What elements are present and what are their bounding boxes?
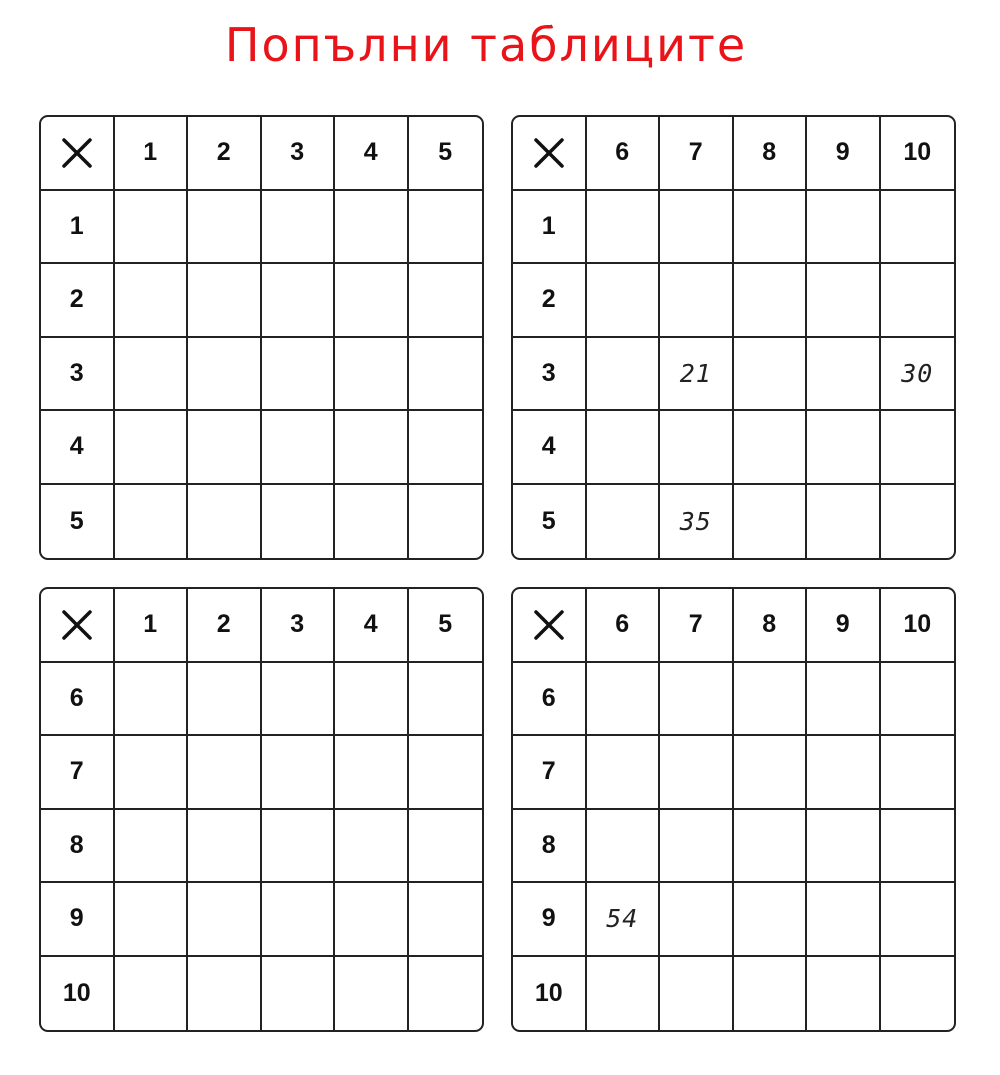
answer-cell[interactable]: 21 (660, 338, 734, 412)
answer-cell[interactable] (660, 411, 734, 485)
column-header: 9 (807, 589, 881, 663)
answer-cell[interactable] (409, 338, 483, 412)
answer-cell[interactable] (115, 810, 189, 884)
answer-cell[interactable] (188, 264, 262, 338)
answer-cell[interactable] (335, 338, 409, 412)
row-header: 3 (41, 338, 115, 412)
answer-cell[interactable] (734, 736, 808, 810)
answer-cell[interactable] (188, 957, 262, 1031)
answer-cell[interactable] (262, 883, 336, 957)
row-header: 7 (41, 736, 115, 810)
answer-cell[interactable] (807, 736, 881, 810)
answer-cell[interactable] (409, 191, 483, 265)
answer-cell[interactable] (881, 736, 955, 810)
column-header: 8 (734, 589, 808, 663)
answer-cell[interactable] (807, 810, 881, 884)
answer-cell[interactable] (587, 957, 661, 1031)
column-header: 4 (335, 117, 409, 191)
answer-cell[interactable] (188, 338, 262, 412)
answer-cell[interactable] (409, 264, 483, 338)
answer-cell[interactable] (881, 663, 955, 737)
answer-cell[interactable] (262, 264, 336, 338)
column-header: 2 (188, 589, 262, 663)
answer-cell[interactable] (807, 957, 881, 1031)
answer-cell[interactable] (335, 883, 409, 957)
column-header: 7 (660, 589, 734, 663)
answer-cell[interactable] (262, 411, 336, 485)
answer-cell[interactable] (734, 191, 808, 265)
answer-cell[interactable] (115, 883, 189, 957)
answer-cell[interactable] (115, 191, 189, 265)
multiplication-table-top-right (511, 115, 956, 560)
answer-cell[interactable] (660, 663, 734, 737)
row-header: 9 (513, 883, 587, 957)
page-title: Попълни таблиците (224, 18, 748, 72)
answer-cell[interactable] (587, 485, 661, 559)
corner-cell (513, 589, 587, 663)
answer-cell[interactable]: 54 (587, 883, 661, 957)
answer-cell[interactable] (409, 736, 483, 810)
answer-cell[interactable] (115, 338, 189, 412)
column-header: 5 (409, 117, 483, 191)
answer-cell[interactable] (734, 810, 808, 884)
answer-cell[interactable] (188, 411, 262, 485)
answer-cell[interactable] (734, 411, 808, 485)
row-header: 1 (41, 191, 115, 265)
answer-cell[interactable] (881, 411, 955, 485)
row-header: 6 (41, 663, 115, 737)
row-header: 9 (41, 883, 115, 957)
multiplication-x-icon (60, 136, 94, 170)
answer-cell[interactable]: 35 (660, 485, 734, 559)
answer-cell[interactable] (660, 736, 734, 810)
answer-cell[interactable] (335, 663, 409, 737)
answer-cell[interactable] (115, 957, 189, 1031)
answer-cell[interactable] (335, 411, 409, 485)
answer-cell[interactable] (262, 338, 336, 412)
row-header: 2 (41, 264, 115, 338)
answer-cell[interactable] (262, 810, 336, 884)
column-header: 6 (587, 117, 661, 191)
answer-cell[interactable] (335, 810, 409, 884)
answer-cell[interactable] (409, 411, 483, 485)
answer-cell[interactable] (335, 957, 409, 1031)
answer-cell[interactable] (881, 883, 955, 957)
row-header: 4 (513, 411, 587, 485)
column-header: 5 (409, 589, 483, 663)
answer-cell[interactable] (262, 191, 336, 265)
answer-cell[interactable] (807, 338, 881, 412)
answer-cell[interactable] (262, 957, 336, 1031)
answer-cell[interactable] (587, 191, 661, 265)
answer-cell[interactable] (409, 485, 483, 559)
answer-cell[interactable] (881, 810, 955, 884)
row-header: 2 (513, 264, 587, 338)
answer-cell[interactable] (881, 191, 955, 265)
answer-cell[interactable] (587, 264, 661, 338)
row-header: 3 (513, 338, 587, 412)
answer-cell[interactable] (115, 663, 189, 737)
answer-cell[interactable] (660, 810, 734, 884)
answer-cell[interactable] (807, 663, 881, 737)
answer-cell[interactable] (734, 883, 808, 957)
column-header: 8 (734, 117, 808, 191)
answer-cell[interactable] (188, 883, 262, 957)
answer-cell[interactable] (660, 191, 734, 265)
answer-cell[interactable] (335, 191, 409, 265)
answer-cell[interactable] (587, 338, 661, 412)
row-header: 5 (513, 485, 587, 559)
answer-cell[interactable] (335, 485, 409, 559)
answer-cell[interactable] (734, 957, 808, 1031)
answer-cell[interactable] (881, 957, 955, 1031)
answer-cell[interactable] (262, 663, 336, 737)
answer-cell[interactable] (587, 810, 661, 884)
column-header: 4 (335, 589, 409, 663)
answer-cell[interactable] (409, 957, 483, 1031)
multiplication-x-icon (532, 136, 566, 170)
multiplication-table-bottom-right (511, 587, 956, 1032)
row-header: 8 (41, 810, 115, 884)
column-header: 1 (115, 589, 189, 663)
row-header: 8 (513, 810, 587, 884)
row-header: 10 (41, 957, 115, 1031)
answer-cell[interactable] (807, 883, 881, 957)
answer-cell[interactable] (807, 485, 881, 559)
answer-cell[interactable] (807, 411, 881, 485)
answer-cell[interactable] (660, 957, 734, 1031)
answer-cell[interactable] (335, 264, 409, 338)
multiplication-table-top-left (39, 115, 484, 560)
answer-cell[interactable] (734, 264, 808, 338)
answer-cell[interactable] (587, 736, 661, 810)
column-header: 9 (807, 117, 881, 191)
answer-cell[interactable] (734, 485, 808, 559)
answer-cell[interactable] (188, 191, 262, 265)
answer-cell[interactable] (409, 663, 483, 737)
row-header: 6 (513, 663, 587, 737)
column-header: 10 (881, 589, 955, 663)
answer-cell[interactable] (734, 663, 808, 737)
answer-cell[interactable] (409, 883, 483, 957)
column-header: 7 (660, 117, 734, 191)
answer-cell[interactable] (660, 264, 734, 338)
column-header: 2 (188, 117, 262, 191)
answer-cell[interactable] (734, 338, 808, 412)
corner-cell (513, 117, 587, 191)
row-header: 7 (513, 736, 587, 810)
row-header: 10 (513, 957, 587, 1031)
column-header: 1 (115, 117, 189, 191)
row-header: 1 (513, 191, 587, 265)
multiplication-table-bottom-left (39, 587, 484, 1032)
answer-cell[interactable] (881, 485, 955, 559)
answer-cell[interactable] (409, 810, 483, 884)
answer-cell[interactable] (188, 663, 262, 737)
column-header: 3 (262, 589, 336, 663)
corner-cell (41, 117, 115, 191)
answer-cell[interactable] (807, 191, 881, 265)
answer-cell[interactable] (115, 736, 189, 810)
answer-cell[interactable] (188, 810, 262, 884)
answer-cell[interactable]: 30 (881, 338, 955, 412)
answer-cell[interactable] (587, 411, 661, 485)
answer-cell[interactable] (660, 883, 734, 957)
answer-cell[interactable] (115, 485, 189, 559)
answer-cell[interactable] (115, 264, 189, 338)
answer-cell[interactable] (881, 264, 955, 338)
answer-cell[interactable] (262, 485, 336, 559)
column-header: 10 (881, 117, 955, 191)
answer-cell[interactable] (807, 264, 881, 338)
answer-cell[interactable] (115, 411, 189, 485)
column-header: 3 (262, 117, 336, 191)
row-header: 4 (41, 411, 115, 485)
row-header: 5 (41, 485, 115, 559)
multiplication-x-icon (532, 608, 566, 642)
column-header: 6 (587, 589, 661, 663)
multiplication-x-icon (60, 608, 94, 642)
answer-cell[interactable] (188, 736, 262, 810)
answer-cell[interactable] (587, 663, 661, 737)
answer-cell[interactable] (335, 736, 409, 810)
answer-cell[interactable] (188, 485, 262, 559)
corner-cell (41, 589, 115, 663)
answer-cell[interactable] (262, 736, 336, 810)
